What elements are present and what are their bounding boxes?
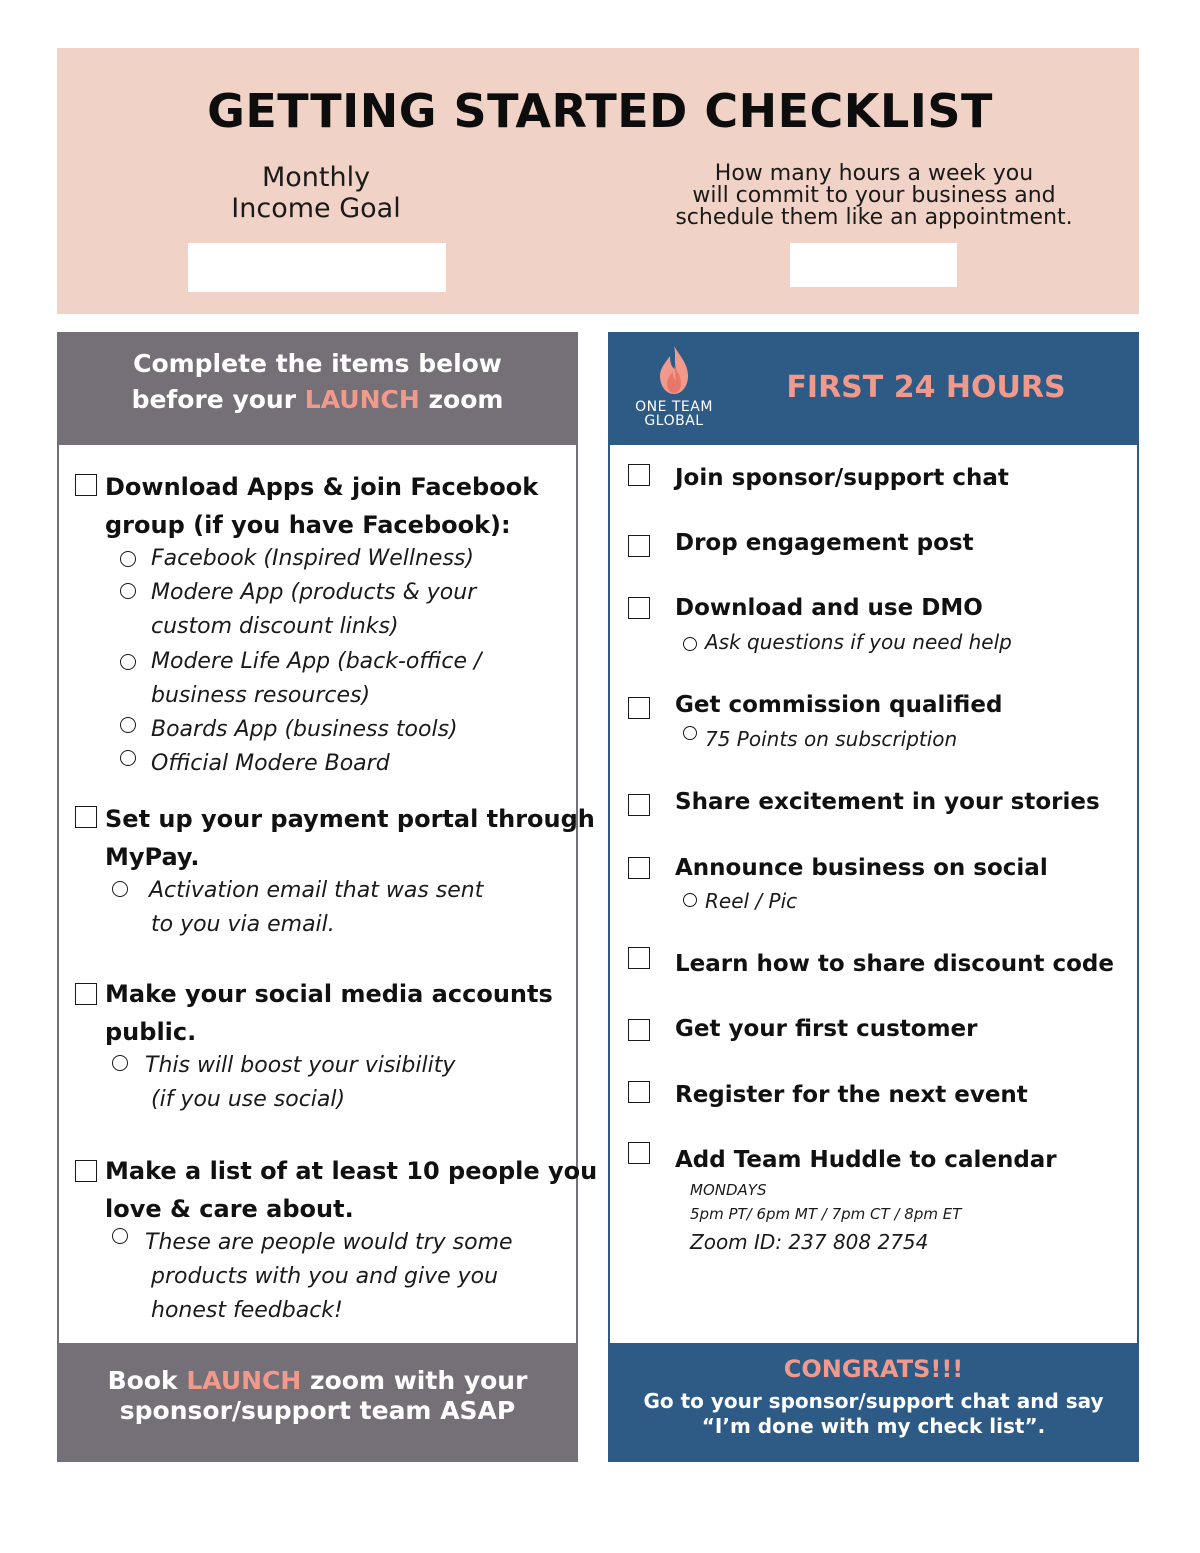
sub-feedback xyxy=(145,1226,513,1328)
sub-line: honest feedback! xyxy=(151,1298,343,1323)
launch-accent: LAUNCH xyxy=(186,1366,302,1395)
item-team-huddle: Add Team Huddle to calendar xyxy=(675,1147,1057,1173)
item-social-public-title xyxy=(105,975,553,1051)
huddle-times: 5pm PT/ 6pm MT / 7pm CT / 8pm ET xyxy=(690,1205,962,1223)
checkbox-next-event[interactable] xyxy=(628,1081,650,1103)
huddle-day: MONDAYS xyxy=(690,1181,767,1199)
item-title-line: group (if you have Facebook): xyxy=(105,511,511,539)
item-join-chat: Join sponsor/support chat xyxy=(675,465,1009,491)
heading-text-post: zoom xyxy=(419,385,504,414)
item-first-customer: Get your first customer xyxy=(675,1016,978,1042)
sub-line: business resources) xyxy=(151,683,371,708)
sub-line: to you via email. xyxy=(151,912,335,937)
sub-visibility xyxy=(145,1049,455,1117)
sub-facebook xyxy=(151,542,474,576)
weekly-hours-label-line2: will commit to your business and xyxy=(692,183,1056,208)
radio-reel-pic[interactable] xyxy=(683,893,697,907)
radio-facebook[interactable] xyxy=(120,551,136,567)
sub-line: Boards App (business tools) xyxy=(151,717,458,742)
footer-text-post: zoom with your xyxy=(301,1366,528,1395)
sub-reel-pic: Reel / Pic xyxy=(705,889,798,913)
pre-launch-heading-line1: Complete the items below xyxy=(133,349,502,378)
checkbox-discount-code[interactable] xyxy=(628,947,650,969)
sub-official-board xyxy=(151,747,390,781)
book-launch-footer xyxy=(57,1343,578,1462)
huddle-zoom-id: Zoom ID: 237 808 2754 xyxy=(690,1230,929,1254)
item-title-line: Download Apps & join Facebook xyxy=(105,473,539,501)
checkbox-engagement-post[interactable] xyxy=(628,535,650,557)
income-goal-label xyxy=(196,162,436,224)
item-payment-portal-title xyxy=(105,800,595,876)
sub-line: Modere App (products & your xyxy=(151,580,477,605)
congrats-title: CONGRATS!!! xyxy=(783,1355,964,1383)
page-title: GETTING STARTED CHECKLIST xyxy=(207,84,993,138)
item-title-line: MyPay. xyxy=(105,843,200,871)
weekly-hours-label-line3: schedule them like an appointment. xyxy=(675,205,1073,230)
radio-dmo-help[interactable] xyxy=(683,637,697,651)
footer-text-pre: Book xyxy=(107,1366,187,1395)
checkbox-commission[interactable] xyxy=(628,697,650,719)
weekly-hours-label-line1: How many hours a week you xyxy=(714,161,1034,186)
book-launch-line2: sponsor/support team ASAP xyxy=(119,1396,516,1425)
sub-points: 75 Points on subscription xyxy=(705,727,958,751)
sub-line: These are people would try some xyxy=(145,1230,513,1255)
first-24-hours-title: FIRST 24 HOURS xyxy=(786,370,1066,405)
first-24-hours-header xyxy=(608,332,1139,445)
checkbox-join-chat[interactable] xyxy=(628,464,650,486)
item-title-line: Set up your payment portal through xyxy=(105,805,595,833)
pre-launch-heading xyxy=(57,332,578,445)
sub-line: Facebook (Inspired Wellness) xyxy=(151,546,474,571)
radio-modere-life-app[interactable] xyxy=(120,654,136,670)
sub-modere-life-app xyxy=(151,645,481,713)
item-title-line: Make your social media accounts xyxy=(105,980,553,1008)
item-download-apps-title xyxy=(105,468,538,544)
weekly-hours-field[interactable] xyxy=(790,243,957,287)
congrats-message xyxy=(608,1389,1139,1439)
item-title-line: public. xyxy=(105,1018,197,1046)
checkbox-download-apps[interactable] xyxy=(75,474,97,496)
sub-modere-app xyxy=(151,576,476,644)
logo-line1: ONE TEAM xyxy=(635,399,713,415)
sub-line: (if you use social) xyxy=(151,1087,346,1112)
income-goal-label-line1: Monthly xyxy=(261,162,371,193)
radio-visibility[interactable] xyxy=(112,1055,128,1071)
radio-modere-app[interactable] xyxy=(120,583,136,599)
checkbox-announce[interactable] xyxy=(628,857,650,879)
item-engagement-post: Drop engagement post xyxy=(675,530,974,556)
congrats-footer xyxy=(608,1343,1139,1462)
item-discount-code: Learn how to share discount code xyxy=(675,951,1114,977)
radio-activation-email[interactable] xyxy=(112,881,128,897)
sub-activation-email xyxy=(149,874,483,942)
logo-line2: GLOBAL xyxy=(644,413,704,429)
item-share-stories: Share excitement in your stories xyxy=(675,789,1100,815)
flame-logo-icon xyxy=(654,344,694,396)
sub-boards-app xyxy=(151,713,458,747)
checkbox-dmo[interactable] xyxy=(628,597,650,619)
radio-feedback[interactable] xyxy=(112,1228,128,1244)
income-goal-field[interactable] xyxy=(188,243,446,292)
launch-accent: LAUNCH xyxy=(304,385,420,414)
sub-line: products with you and give you xyxy=(151,1264,499,1289)
item-next-event: Register for the next event xyxy=(675,1082,1028,1108)
weekly-hours-label xyxy=(640,163,1108,229)
checkbox-team-huddle[interactable] xyxy=(628,1142,650,1164)
item-dmo: Download and use DMO xyxy=(675,595,983,621)
sub-line: Official Modere Board xyxy=(151,751,390,776)
sub-line: Activation email that was sent xyxy=(149,878,484,903)
item-commission: Get commission qualified xyxy=(675,692,1003,718)
sub-line: custom discount links) xyxy=(151,614,399,639)
radio-points[interactable] xyxy=(683,726,697,740)
sub-line: Modere Life App (back-office / xyxy=(151,649,482,674)
checkbox-social-public[interactable] xyxy=(75,983,97,1005)
one-team-global-logo-text xyxy=(626,400,722,428)
congrats-line1: Go to your sponsor/support chat and say xyxy=(643,1389,1104,1413)
sub-line: This will boost your visibility xyxy=(145,1053,456,1078)
checkbox-people-list[interactable] xyxy=(75,1160,97,1182)
checkbox-share-stories[interactable] xyxy=(628,794,650,816)
item-people-list-title xyxy=(105,1152,597,1228)
income-goal-label-line2: Income Goal xyxy=(231,193,401,224)
radio-boards-app[interactable] xyxy=(120,717,136,733)
checkbox-payment-portal[interactable] xyxy=(75,806,97,828)
congrats-line2: “I’m done with my check list”. xyxy=(701,1414,1046,1438)
book-launch-line1 xyxy=(57,1366,578,1396)
sub-dmo-help: Ask questions if you need help xyxy=(705,630,1012,654)
item-announce: Announce business on social xyxy=(675,855,1048,881)
radio-official-board[interactable] xyxy=(120,750,136,766)
pre-launch-heading-line2 xyxy=(57,382,578,418)
checkbox-first-customer[interactable] xyxy=(628,1019,650,1041)
item-title-line: love & care about. xyxy=(105,1195,354,1223)
item-title-line: Make a list of at least 10 people you xyxy=(105,1157,598,1185)
heading-text-pre: before your xyxy=(131,385,305,414)
